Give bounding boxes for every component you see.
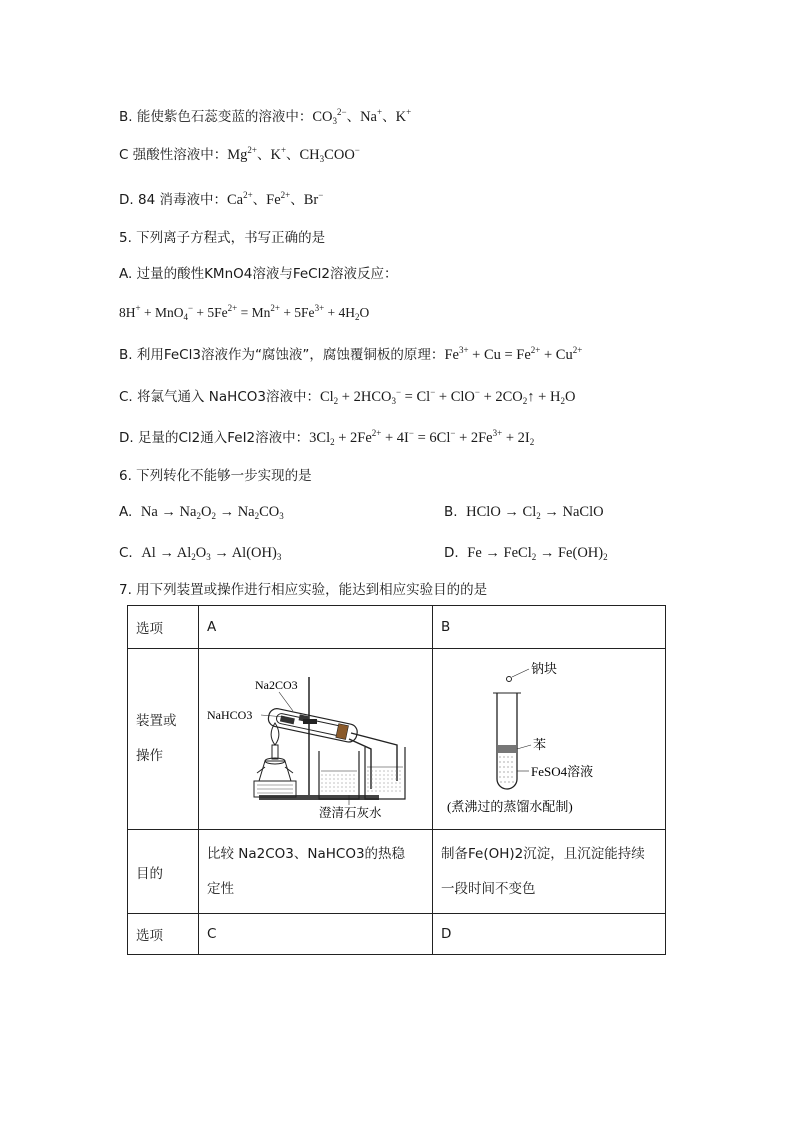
table-row bbox=[128, 830, 666, 914]
q7-table bbox=[127, 605, 666, 955]
q7-purpose-a: 比较 Na2CO3、NaHCO3的热稳 定性 bbox=[199, 830, 433, 914]
apparatus-b-diagram bbox=[433, 649, 665, 825]
q5-option-a: A. 过量的酸性KMnO4溶液与FeCl2溶液反应： bbox=[119, 266, 398, 282]
q5-option-a-equation: $8H^+ + MnO_4^- + 5Fe^{2+} = Mn^{2+} + 5Fe^{3+} + 4H_2O$ bbox=[119, 303, 370, 322]
q7-figure-b-cell bbox=[433, 649, 666, 830]
q7-label-purpose: 目的 bbox=[128, 830, 199, 914]
label-nahco3: NaHCO3 bbox=[207, 708, 253, 722]
q7-stem: 7. 用下列装置或操作进行相应实验，能达到相应实验目的的是 bbox=[119, 582, 488, 598]
label-benzene: 苯 bbox=[533, 737, 547, 752]
label-limewater: 澄清石灰水 bbox=[319, 806, 382, 820]
q7-label-apparatus: 装置或 操作 bbox=[128, 649, 199, 830]
q6-option-a: A. $Na \to Na_2O_2 \to Na_2CO_3$ bbox=[119, 504, 284, 521]
q7-label-option-2: 选项 bbox=[128, 914, 199, 955]
table-row bbox=[128, 606, 666, 649]
q6-stem: 6. 下列转化不能够一步实现的是 bbox=[119, 468, 312, 484]
table-row bbox=[128, 914, 666, 955]
q7-purpose-b: 制备Fe(OH)2沉淀，且沉淀能持续 一段时间不变色 bbox=[433, 830, 666, 914]
q6-option-c: C. $Al \to Al_2O_3 \to Al(OH)_3$ bbox=[119, 545, 282, 562]
label-sodium: 钠块 bbox=[531, 661, 558, 676]
q7-col-d-header: D bbox=[433, 914, 666, 955]
q4-option-c: C 强酸性溶液中：$Mg^{2+}$、K+、$CH_3COO^-$ bbox=[119, 145, 360, 164]
q5-option-c: C. 将氯气通入 NaHCO3溶液中：$Cl_2 + 2HCO_3^- = Cl^- + ClO^-$ + $2CO_2↑ + H_2O$ bbox=[119, 387, 576, 406]
apparatus-a-diagram bbox=[199, 649, 431, 825]
label-na2co3: Na2CO3 bbox=[255, 678, 298, 692]
q5-option-b: B. 利用FeCl3溶液作为“腐蚀液”，腐蚀覆铜板的原理：$Fe^{3+} + Cu = Fe^{2+} + Cu^{2+}$ bbox=[119, 345, 583, 363]
q7-figure-a-cell bbox=[199, 649, 433, 830]
q7-col-c-header: C bbox=[199, 914, 433, 955]
q6-option-b: B. HClO → $Cl_2$ → NaClO bbox=[444, 504, 604, 521]
q5-option-d: D. 足量的Cl2通入FeI2溶液中：$3Cl_2 + 2Fe^{2+} + 4I^- = 6Cl^- + 2Fe^{3+} + 2I_2$ bbox=[119, 428, 535, 447]
label-feso4: FeSO4溶液 bbox=[531, 764, 594, 779]
q7-col-a-header: A bbox=[199, 606, 433, 649]
q4-option-d: D. 84 消毒液中：$Ca^{2+}$、$Fe^{2+}$、Br− bbox=[119, 190, 324, 208]
q6-option-d: D. Fe → FeCl$_2$ → $Fe(OH)_2$ bbox=[444, 545, 608, 562]
q7-col-b-header: B bbox=[433, 606, 666, 649]
label-boiled-water: (煮沸过的蒸馏水配制) bbox=[447, 799, 573, 814]
q4-option-b: B. 能使紫色石蕊变蓝的溶液中：$CO_3^{2-}$、Na+、K+ bbox=[119, 107, 412, 126]
q7-label-option: 选项 bbox=[128, 606, 199, 649]
table-row bbox=[128, 649, 666, 830]
q5-stem: 5. 下列离子方程式，书写正确的是 bbox=[119, 230, 326, 246]
